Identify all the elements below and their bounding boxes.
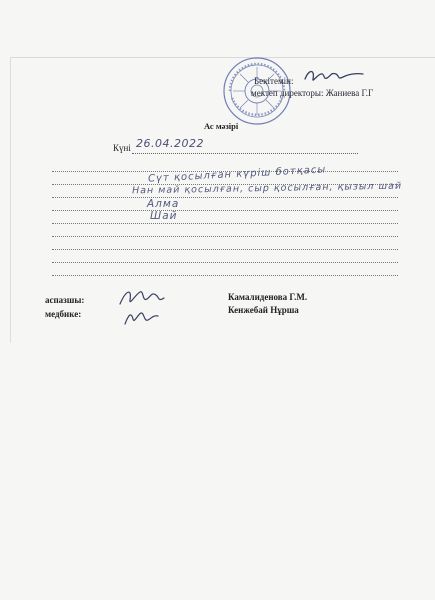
ruled-line: [52, 223, 398, 224]
approval-label: Бекітемін:: [254, 76, 294, 86]
date-underline: [132, 153, 358, 154]
ruled-line: [52, 262, 398, 263]
director-line: мектеп директоры: Жаниева Г.Г: [251, 88, 374, 98]
nurse-label: медбике:: [45, 309, 82, 319]
nurse-signature-icon: [122, 308, 162, 328]
cook-name: Камалиденова Г.М.: [228, 292, 308, 302]
ruled-line: [52, 275, 398, 276]
ruled-line: [52, 197, 398, 198]
ruled-line: [52, 210, 398, 211]
menu-item: Нан май қосылған, сыр қосылған, қызыл шай: [131, 180, 403, 197]
menu-item: Алма: [147, 198, 180, 210]
director-signature-icon: [303, 65, 365, 87]
menu-item: Сүт қосылған күріш ботқасы: [147, 164, 327, 185]
menu-item: Шай: [150, 210, 178, 222]
document-title: Ас мәзірі: [204, 121, 239, 131]
date-label: Күні: [113, 143, 131, 153]
cook-label: аспазшы:: [45, 295, 85, 305]
ruled-line: [52, 249, 398, 250]
nurse-name: Кенжебай Нұрша: [228, 305, 299, 315]
ruled-line: [52, 236, 398, 237]
date-value: 26.04.2022: [136, 137, 204, 150]
cook-signature-icon: [116, 286, 168, 310]
